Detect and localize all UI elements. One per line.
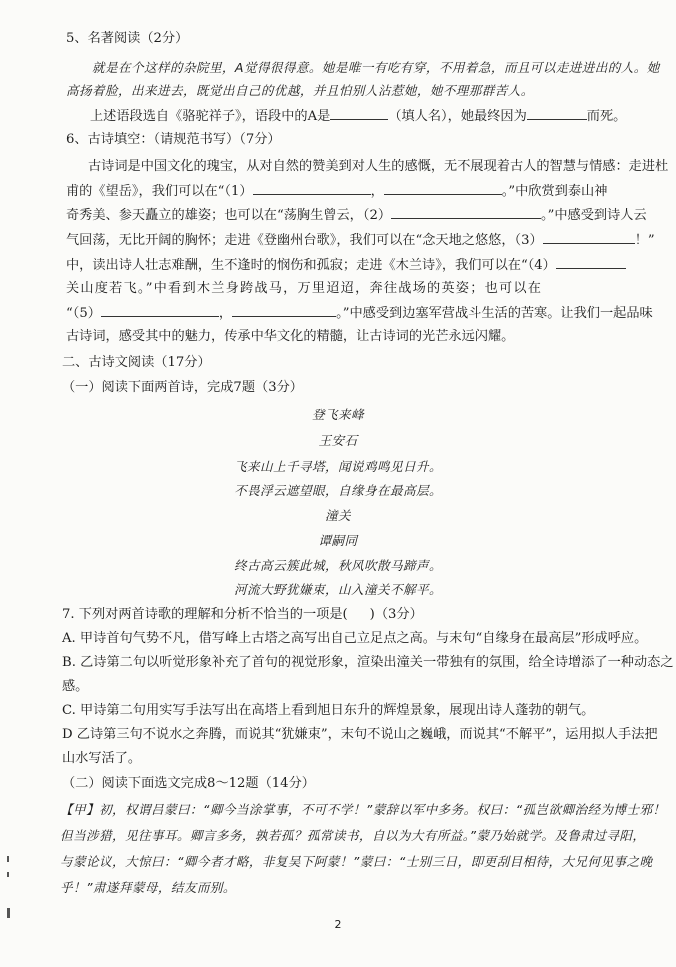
- poem1-line2: 不畏浮云遮望眼，自缘身在最高层。: [234, 483, 442, 498]
- q7-option-c: C. 甲诗第二句用实写手法写出在高塔上看到旭日东升的辉煌景象，展现出诗人蓬勃的朝气。: [62, 703, 595, 718]
- poem2-title: 潼关: [325, 508, 351, 523]
- q7-stem: [62, 606, 632, 624]
- q6-line8: 古诗词，感受其中的魅力，传承中华文化的精髓，让古诗词的光芒永远闪耀。: [66, 329, 515, 344]
- passage-jia-line2: 但当涉猎，见往事耳。卿言多务，孰若孤？孤常读书，自以为大有所益。”蒙乃始就学。及鲁肃过寻阳，: [60, 828, 646, 843]
- q6-line4: [66, 231, 655, 250]
- q6-line5-text-a: 中，读出诗人壮志难酬，生不逢时的悯伤和孤寂；走进《木兰诗》，我们可以在“（4）: [66, 258, 556, 273]
- q7-stem-text-a: 7. 下列对两首诗歌的理解和分析不恰当的一项是(: [62, 607, 348, 622]
- q5-blank-name[interactable]: [330, 107, 388, 120]
- q5-blank-cause[interactable]: [527, 107, 587, 120]
- q6-line7: [66, 304, 653, 323]
- q5-question: [90, 107, 660, 126]
- q6-line2-text-a: 甫的《望岳》，我们可以在“（1）: [66, 184, 253, 199]
- q6-blank-5a[interactable]: [101, 304, 219, 317]
- q7-option-b-line2: 感。: [62, 679, 89, 694]
- q6-line4-text-b: ！”: [634, 233, 655, 248]
- poem2-line2: 河流大野犹嫌束，山入潼关不解平。: [234, 582, 442, 597]
- poem2-line1: 终古高云簇此城，秋风吹散马蹄声。: [234, 558, 442, 573]
- q6-blank-1a[interactable]: [253, 182, 371, 195]
- part1-heading: （一）阅读下面两首诗，完成7题（3分）: [62, 380, 303, 395]
- section2-heading: 二、古诗文阅读（17分）: [62, 355, 211, 370]
- passage-jia-line3: 与蒙论议，大惊曰：“卿今者才略，非复吴下阿蒙！”蒙曰：“士别三日，即更刮目相待，大兄何见事之晚: [60, 854, 653, 869]
- q6-line6: 关山度若飞。”中看到木兰身跨战马，万里迢迢，奔往战场的英姿；也可以在: [66, 281, 543, 296]
- poem1-title: 登飞来峰: [312, 407, 364, 422]
- q6-line3-text-a: 奇秀美、参天矗立的雄姿；也可以在“荡胸生曾云，（2）: [66, 208, 392, 223]
- q5-question-part-c: 而死。: [586, 109, 627, 124]
- q7-option-a: A. 甲诗首句气势不凡，借写峰上古塔之高写出自己立足点之高。与末句“自缘身在最高层”形成呼应。: [62, 631, 648, 646]
- poem1-line1: 飞来山上千寻塔，闻说鸡鸣见日升。: [234, 459, 442, 474]
- q6-line2: [66, 182, 636, 201]
- q6-line2-text-b: ，: [370, 184, 384, 199]
- q6-line3-text-b: 。”中感受到诗人云: [541, 208, 647, 223]
- passage-jia-line1: 【甲】初，权谓吕蒙曰：“卿今当涂掌事，不可不学！”蒙辞以军中多务。权曰：“孤岂欲卿治经为博士邪！: [60, 802, 666, 817]
- q7-option-d-line2: 山水写活了。: [62, 751, 142, 766]
- q5-heading: 5、名著阅读（2分）: [66, 31, 189, 46]
- q6-line2-text-c: 。”中欣赏到泰山神: [501, 184, 608, 199]
- passage-jia-line4: 乎！”肃遂拜蒙母，结友而别。: [60, 880, 236, 895]
- q7-option-b-line1: B. 乙诗第二句以听觉形象补充了首句的视觉形象，渲染出潼关一带独有的氛围，给全诗增添了一种动态之: [62, 655, 674, 670]
- scan-edge-mark: [7, 856, 9, 862]
- q6-heading: 6、古诗填空：（请规范书写）（7分）: [66, 132, 281, 147]
- scan-edge-mark: [7, 872, 9, 877]
- part2-heading: （二）阅读下面选文完成8～12题（14分）: [62, 776, 315, 791]
- poem1-author: 王安石: [318, 433, 358, 448]
- page-number: 2: [334, 918, 342, 931]
- q6-blank-2[interactable]: [391, 206, 541, 219]
- q5-passage-line1: 就是在个这样的杂院里，A觉得很得意。她是唯一有吃有穿，不用着急，而且可以走进进出的人。她: [92, 60, 660, 75]
- q6-line5: [66, 256, 636, 275]
- poem2-author: 谭嗣同: [318, 533, 358, 548]
- scan-edge-mark: [7, 908, 10, 918]
- q7-option-d-line1: D 乙诗第三句不说水之奔腾，而说其“犹嫌束”，末句不说山之巍峨，而说其“不解平”，运用拟人手法把: [62, 727, 658, 742]
- q6-line7-text-b: ，: [218, 306, 233, 321]
- q6-line4-text-a: 气回荡，无比开阔的胸怀；走进《登幽州台歌》，我们可以在“念天地之悠悠，（3）: [66, 233, 543, 248]
- q6-blank-4[interactable]: [556, 256, 626, 269]
- q6-line1: 古诗词是中国文化的瑰宝，从对自然的赞美到对人生的感慨，无不展现着古人的智慧与情感：走进杜: [88, 159, 669, 174]
- q6-blank-1b[interactable]: [384, 182, 502, 195]
- q6-line7-text-c: 。”中感受到边塞军营战斗生活的苦寒。让我们一起品味: [336, 306, 653, 321]
- q6-blank-5b[interactable]: [232, 304, 336, 317]
- q7-stem-text-b: )（3分）: [369, 607, 423, 622]
- q6-line3: [66, 206, 647, 225]
- q5-question-part-a: 上述语段选自《骆驼祥子》，语段中的A是: [90, 109, 331, 124]
- q6-blank-3[interactable]: [543, 231, 635, 244]
- q6-line7-text-a: “（5）: [66, 306, 101, 321]
- q5-passage-line2: 高扬着脸，出来进去，既觉出自己的优越，并且怕别人沾惹她，她不理那群苦人。: [66, 83, 534, 98]
- q5-question-part-b: （填人名），她最终因为: [388, 109, 527, 124]
